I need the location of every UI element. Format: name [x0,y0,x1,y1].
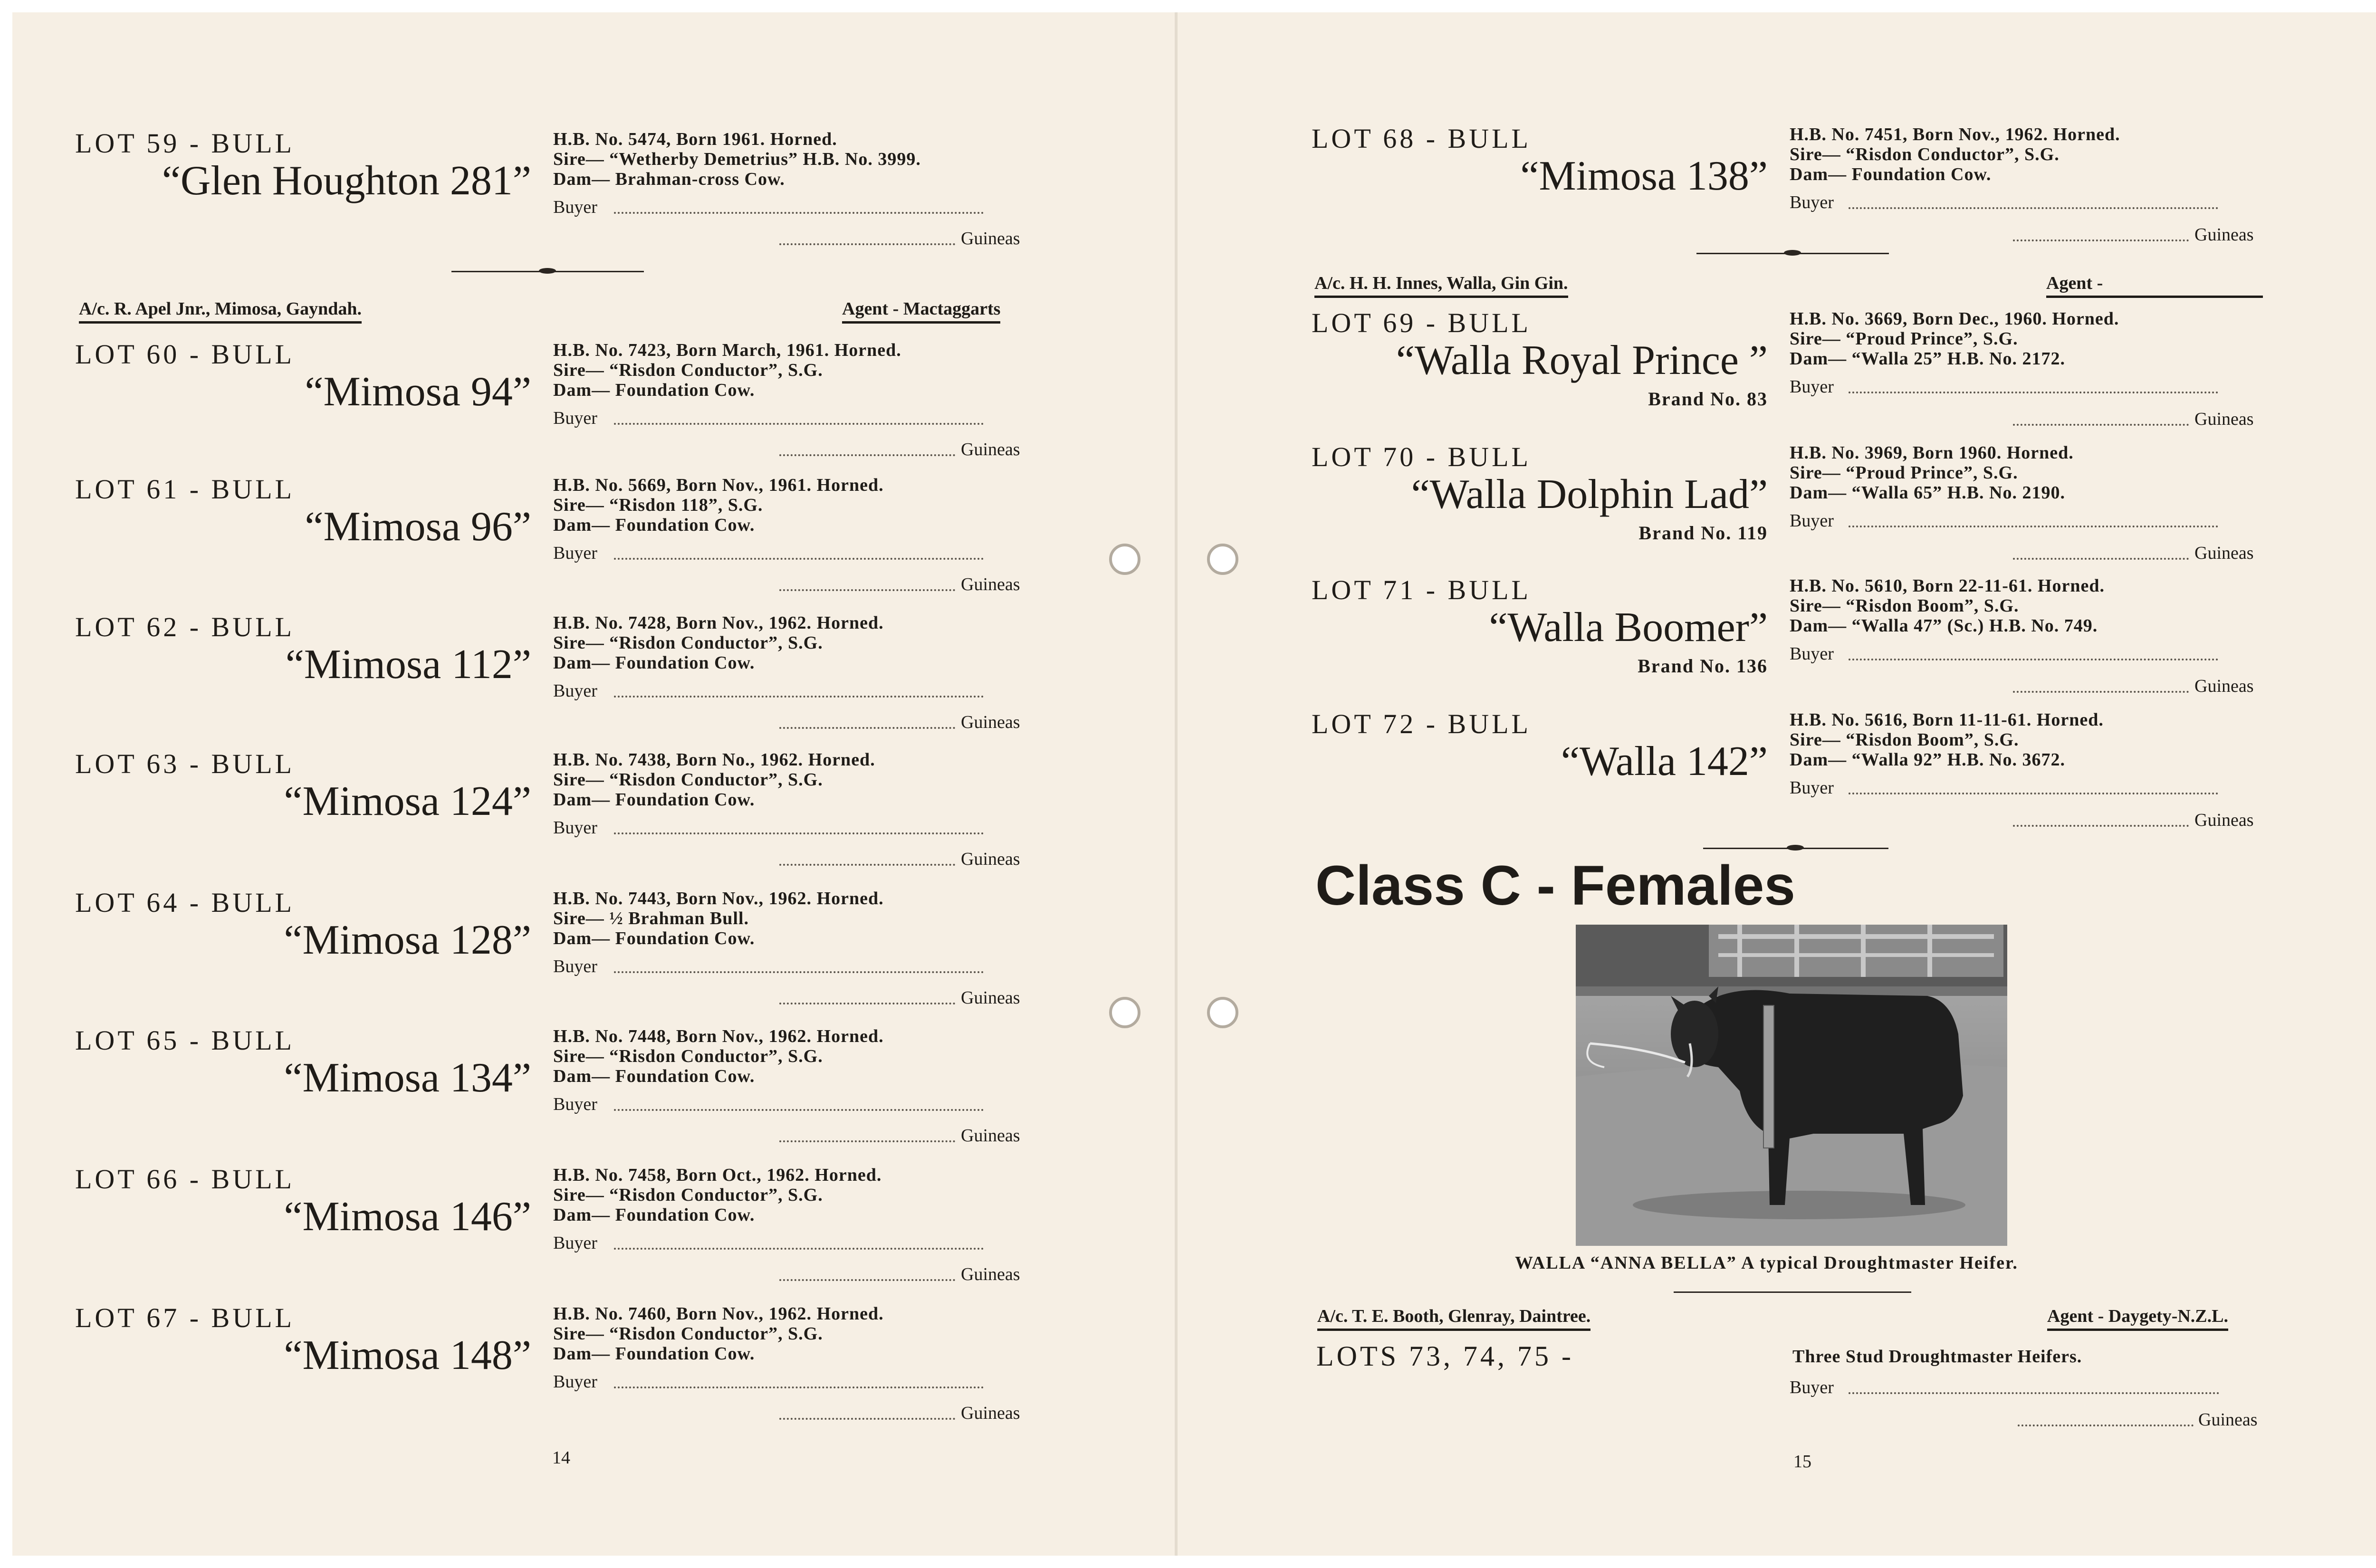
lot-info-line: H.B. No. 5616, Born 11-11-61. Horned. [1790,710,2104,730]
page-fold [1175,12,1178,1556]
lot-block [75,1024,531,1119]
lot-block [75,1302,531,1397]
lot-info-line: Sire— “Risdon Boom”, S.G. [1790,596,2019,616]
lot-heading: LOT 63 - BULL [75,748,295,779]
lot-heading: LOT 70 - BULL [1312,441,1531,472]
lot-info-line: Sire— ½ Brahman Bull. [553,908,749,928]
lot-info-line: H.B. No. 7438, Born No., 1962. Horned. [553,750,875,770]
lot-info-line: H.B. No. 5474, Born 1961. Horned. [553,129,837,149]
lot-block [1312,307,1768,416]
lot-info-line: H.B. No. 7460, Born Nov., 1962. Horned. [553,1304,884,1324]
guineas-line [779,1418,955,1420]
lot-73-75 [1316,1340,1768,1378]
guineas-line [779,243,955,245]
bull-name: “Walla Boomer” [1489,604,1768,650]
guineas-label: Guineas [961,440,1020,459]
lot-info-line: H.B. No. 7458, Born Oct., 1962. Horned. [553,1165,882,1185]
lot-info-line: Sire— “Risdon Conductor”, S.G. [553,1046,823,1066]
bull-name: “Mimosa 138” [1520,153,1768,199]
lot-info-line: Sire— “Proud Prince”, S.G. [1790,463,2018,483]
guineas-label: Guineas [961,229,1020,249]
guineas-line [779,1003,955,1004]
buyer-line [614,558,984,560]
guineas-line [2013,424,2189,426]
guineas-line [779,727,955,729]
lot-info-line: Sire— “Risdon Conductor”, S.G. [1790,144,2060,164]
guineas-line [779,454,955,456]
separator [1674,1291,1911,1293]
lot-block [1312,441,1768,550]
bull-name: “Walla Royal Prince ” [1396,337,1768,383]
lot-info-line: Dam— Foundation Cow. [553,790,755,810]
class-c-title: Class C - Females [1315,854,1796,917]
lot-info-line: Dam— Foundation Cow. [553,1205,755,1225]
separator-ornament [538,267,557,275]
brand-number: Brand No. 136 [1638,655,1768,677]
buyer-label: Buyer [553,408,597,428]
guineas-label: Guineas [961,712,1020,732]
buyer-line [1849,793,2218,794]
lot-info-line: Dam— Foundation Cow. [553,380,755,400]
lot-info-line: Sire— “Proud Prince”, S.G. [1790,329,2018,349]
buyer-line [1849,207,2218,209]
photo-caption: WALLA “ANNA BELLA” A typical Droughtmaster Heifer. [1515,1253,2018,1273]
bull-name: “Walla 142” [1561,738,1768,784]
binding-hole [1109,997,1140,1028]
lot-block [1312,708,1768,817]
lot-info-line: Sire— “Risdon Conductor”, S.G. [553,770,823,790]
bull-name: “Mimosa 128” [284,917,531,963]
page-number-right: 15 [1793,1452,1811,1472]
lot-info-line: Dam— Foundation Cow. [553,515,755,535]
guineas-line [2013,558,2189,560]
agent-line-1: Agent - [2046,273,2263,298]
separator-ornament [1786,844,1805,851]
account-line-apel: A/c. R. Apel Jnr., Mimosa, Gayndah. [79,298,362,324]
buyer-line [614,1109,984,1111]
bull-name: “Mimosa 134” [284,1055,531,1101]
brand-number: Brand No. 119 [1638,522,1768,544]
bull-name: “Glen Houghton 281” [162,158,531,204]
buyer-label: Buyer [553,1094,597,1114]
lot-block [75,611,531,706]
buyer-label: Buyer [1790,511,1834,531]
buyer-label: Buyer [553,543,597,563]
lot-heading: LOT 62 - BULL [75,612,295,642]
lot-block [75,1163,531,1258]
guineas-line [779,1279,955,1281]
lot-heading: LOT 60 - BULL [75,339,295,370]
guineas-line [2018,1425,2194,1426]
bull-name: “Mimosa 124” [284,778,531,824]
buyer-label: Buyer [1790,778,1834,798]
buyer-label: Buyer [553,1372,597,1392]
guineas-label: Guineas [961,1264,1020,1284]
lot-info-line: H.B. No. 5669, Born Nov., 1961. Horned. [553,475,884,495]
buyer-label: Buyer [553,956,597,976]
guineas-label: Guineas [961,1403,1020,1423]
lot-info-line: Dam— Foundation Cow. [1790,164,1992,184]
binding-hole [1109,544,1140,575]
binding-hole [1207,544,1238,575]
lot-info-line: H.B. No. 7448, Born Nov., 1962. Horned. [553,1026,884,1046]
guineas-label: Guineas [2194,225,2254,245]
lot-info-line: Dam— Foundation Cow. [553,1344,755,1364]
lot-block [1312,123,1768,232]
buyer-label: Buyer [553,1233,597,1253]
buyer-line [1849,659,2218,660]
guineas-label: Guineas [961,988,1020,1008]
lot-heading: LOT 72 - BULL [1312,708,1531,739]
lot-info-line: Dam— Foundation Cow. [553,1066,755,1086]
bull-name: “Mimosa 112” [285,641,531,688]
buyer-line [614,1386,984,1388]
guineas-label: Guineas [2194,810,2254,830]
buyer-line [614,696,984,698]
lot-info-line: Dam— “Walla 92” H.B. No. 3672. [1790,750,2065,770]
lot-heading: LOT 68 - BULL [1312,123,1531,154]
lot-info-line: Sire— “Wetherby Demetrius” H.B. No. 3999. [553,149,921,169]
buyer-line [614,832,984,834]
buyer-line [1849,392,2218,393]
bull-name: “Mimosa 94” [305,369,531,415]
buyer-line [614,423,984,425]
buyer-line [614,1248,984,1250]
bull-name: “Mimosa 146” [284,1194,531,1240]
lot-heading: LOT 67 - BULL [75,1302,295,1333]
lot-heading: LOT 65 - BULL [75,1025,295,1056]
account-line-innes: A/c. H. H. Innes, Walla, Gin Gin. [1314,273,1568,298]
guineas-line [2013,239,2189,241]
lot-info-line: H.B. No. 7443, Born Nov., 1962. Horned. [553,889,884,908]
lot-info-line: Sire— “Risdon Conductor”, S.G. [553,1185,823,1205]
guineas-label: Guineas [961,849,1020,869]
lot-heading: LOT 69 - BULL [1312,307,1531,338]
guineas-label: Guineas [2194,676,2254,696]
lot-info-line: H.B. No. 7423, Born March, 1961. Horned. [553,340,901,360]
lot-info-line: H.B. No. 3969, Born 1960. Horned. [1790,443,2074,463]
lot-info-line: H.B. No. 3669, Born Dec., 1960. Horned. [1790,309,2119,329]
lot-block [1312,574,1768,683]
buyer-label: Buyer [553,681,597,701]
lot-info-line: Dam— “Walla 47” (Sc.) H.B. No. 749. [1790,616,2098,636]
lot-block [75,338,531,433]
buyer-line [614,971,984,973]
lot-info-line: Dam— Brahman-cross Cow. [553,169,785,189]
agent-line-mactaggarts: Agent - Mactaggarts [842,298,1000,324]
lot-info-line: Dam— Foundation Cow. [553,928,755,948]
lot-block [75,748,531,843]
guineas-label: Guineas [961,574,1020,594]
bull-name: “Walla Dolphin Lad” [1411,471,1768,517]
lot-block [75,887,531,982]
guineas-line [779,864,955,866]
lot-73-75-info: Three Stud Droughtmaster Heifers. [1792,1347,2082,1367]
lot-info-line: Dam— Foundation Cow. [553,653,755,673]
lot-heading: LOT 59 - BULL [75,128,295,159]
lot-block [75,127,531,222]
lot-heading: LOT 66 - BULL [75,1164,295,1195]
buyer-label: Buyer [1790,377,1834,397]
lot-info-line: Sire— “Risdon Conductor”, S.G. [553,633,823,653]
lot-info-line: Dam— “Walla 65” H.B. No. 2190. [1790,483,2065,503]
guineas-line [2013,825,2189,827]
account-line-booth: A/c. T. E. Booth, Glenray, Daintree. [1317,1306,1590,1331]
buyer-label: Buyer [1790,644,1834,664]
lot-info-line: H.B. No. 7428, Born Nov., 1962. Horned. [553,613,884,633]
buyer-line [1849,1392,2219,1394]
lot-block [75,473,531,568]
separator-ornament [1783,249,1802,257]
page-number-left: 14 [552,1448,570,1468]
lot-info-line: Sire— “Risdon 118”, S.G. [553,495,763,515]
buyer-label: Buyer [1790,192,1834,212]
lot-heading: LOT 61 - BULL [75,474,295,505]
brand-number: Brand No. 83 [1648,388,1768,410]
guineas-line [2013,691,2189,693]
lot-heading: LOTS 73, 74, 75 - [1316,1340,1574,1372]
agent-line-daygety: Agent - Daygety-N.Z.L. [2047,1306,2228,1331]
buyer-line [1849,526,2218,527]
guineas-line [779,1140,955,1142]
guineas-label: Guineas [2194,543,2254,563]
guineas-label: Guineas [961,1126,1020,1146]
lot-heading: LOT 71 - BULL [1312,574,1531,605]
guineas-line [779,589,955,591]
buyer-label: Buyer [1790,1377,1834,1397]
buyer-label: Buyer [553,197,597,217]
lot-info-line: H.B. No. 7451, Born Nov., 1962. Horned. [1790,124,2120,144]
binding-hole [1207,997,1238,1028]
buyer-label: Buyer [553,818,597,838]
lot-info-line: Sire— “Risdon Conductor”, S.G. [553,1324,823,1344]
bull-name: “Mimosa 148” [284,1332,531,1378]
bull-name: “Mimosa 96” [305,504,531,550]
guineas-label: Guineas [2194,409,2254,429]
lot-heading: LOT 64 - BULL [75,887,295,918]
lot-info-line: H.B. No. 5610, Born 22-11-61. Horned. [1790,576,2105,596]
heifer-photo [1576,925,2007,1246]
lot-info-line: Dam— “Walla 25” H.B. No. 2172. [1790,349,2065,369]
lot-info-line: Sire— “Risdon Conductor”, S.G. [553,360,823,380]
buyer-line [614,212,984,214]
guineas-label: Guineas [2198,1410,2258,1430]
lot-info-line: Sire— “Risdon Boom”, S.G. [1790,730,2019,750]
